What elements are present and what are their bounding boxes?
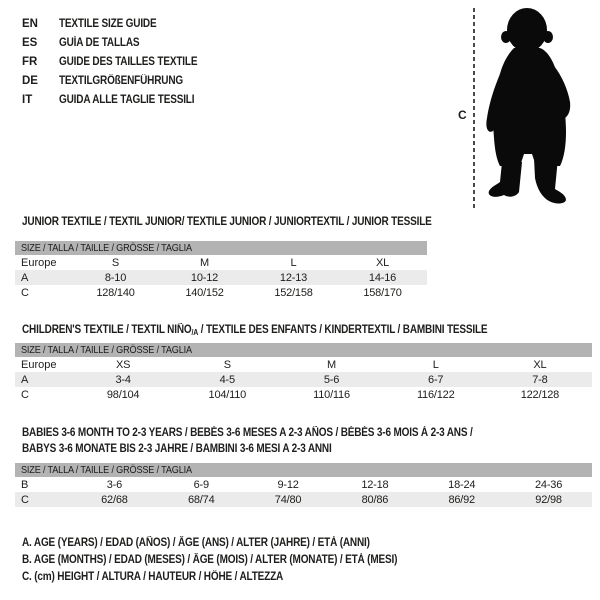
children-size-table xyxy=(15,343,592,402)
size-cell: 74/80 xyxy=(274,493,302,506)
size-cell: 4-5 xyxy=(219,373,235,386)
row-label: Europe xyxy=(21,358,57,371)
lang-row-en xyxy=(22,14,218,33)
lang-code: DE xyxy=(22,74,38,87)
size-cell: 158/170 xyxy=(363,286,402,299)
size-header-bar: SIZE / TALLA / TAILLE / GRÖSSE / TAGLIA xyxy=(15,463,592,477)
table-row-a xyxy=(15,270,427,285)
junior-size-table xyxy=(15,241,427,300)
lang-row-es xyxy=(22,33,218,52)
row-label: C xyxy=(21,286,29,299)
table-row-c xyxy=(15,492,592,507)
lang-title: TEXTILGRÖßENFÜHRUNG xyxy=(59,74,183,87)
size-cell: 12-18 xyxy=(361,478,389,491)
size-cell: 152/158 xyxy=(274,286,313,299)
lang-code: EN xyxy=(22,17,38,30)
babies-size-table xyxy=(15,463,592,507)
size-cell: 110/116 xyxy=(313,388,350,401)
row-label: A xyxy=(21,373,29,386)
size-header-bar: SIZE / TALLA / TAILLE / GRÖSSE / TAGLIA xyxy=(15,343,592,357)
size-cell: 5-6 xyxy=(323,373,340,386)
size-cell: 6-9 xyxy=(193,478,209,491)
height-figure xyxy=(450,4,600,216)
lang-row-it xyxy=(22,90,218,109)
size-cell: M xyxy=(327,358,336,371)
size-cell: 140/152 xyxy=(185,286,224,299)
size-cell: 122/128 xyxy=(520,388,560,401)
lang-row-fr xyxy=(22,52,218,71)
size-cell: 68/74 xyxy=(187,493,215,506)
lang-code: IT xyxy=(22,93,33,106)
size-header-bar: SIZE / TALLA / TAILLE / GRÖSSE / TAGLIA xyxy=(15,241,427,255)
lang-title: GUÍA DE TALLAS xyxy=(59,36,140,49)
row-label: C xyxy=(21,388,29,401)
size-cell: 9-12 xyxy=(277,478,299,491)
size-cell: L xyxy=(432,358,439,371)
size-cell: 104/110 xyxy=(208,388,247,401)
size-cell: 8-10 xyxy=(104,271,127,284)
size-cell: 24-36 xyxy=(534,478,563,491)
size-cell: 10-12 xyxy=(190,271,219,284)
height-measure-line xyxy=(473,8,475,208)
size-cell: 7-8 xyxy=(532,373,548,386)
lang-title: TEXTILE SIZE GUIDE xyxy=(59,17,157,30)
lang-row-de xyxy=(22,71,218,90)
lang-code: ES xyxy=(22,36,38,49)
size-cell: M xyxy=(200,256,209,269)
legend-line-a: A. AGE (YEARS) / EDAD (AÑOS) / ÂGE (ANS) / ALTER (JAHRE) / ETÀ (ANNI) xyxy=(22,537,370,549)
table-row-b xyxy=(15,477,592,492)
table-row-c xyxy=(15,387,592,402)
table-row-a xyxy=(15,372,592,387)
size-cell: 98/104 xyxy=(106,388,140,401)
size-cell: 86/92 xyxy=(448,493,475,506)
baby-silhouette xyxy=(482,6,582,208)
legend xyxy=(22,535,453,586)
size-cell: 3-6 xyxy=(106,478,123,491)
size-cell: S xyxy=(223,358,231,371)
junior-table-title: JUNIOR TEXTILE / TEXTIL JUNIOR/ TEXTILE JUNIOR / JUNIORTEXTIL / JUNIOR TESSILE xyxy=(22,216,432,228)
size-cell: 62/68 xyxy=(101,493,128,506)
size-cell: 92/98 xyxy=(535,493,562,506)
size-cell: 3-4 xyxy=(115,373,131,386)
legend-line-c: C. (cm) HEIGHT / ALTURA / HAUTEUR / HÖHE / ALTEZZA xyxy=(22,571,284,583)
legend-line-b: B. AGE (MONTHS) / EDAD (MESES) / ÂGE (MOIS) / ALTER (MONATE) / ETÀ (MESI) xyxy=(22,554,398,566)
size-cell: S xyxy=(111,256,120,269)
size-cell: XS xyxy=(115,358,131,371)
lang-title: GUIDE DES TAILLES TEXTILE xyxy=(59,55,198,68)
size-cell: 80/86 xyxy=(361,493,389,506)
row-label: A xyxy=(21,271,29,284)
lang-title: GUIDA ALLE TAGLIE TESSILI xyxy=(59,93,195,106)
children-table-title: CHILDREN'S TEXTILE / TEXTIL $NIÑO_{/A}$ / TEXTILE DES ENFANTS / KINDERTEXTIL / BAMBINI TESSILE xyxy=(22,324,488,337)
size-cell: 14-16 xyxy=(368,271,397,284)
babies-table-title: BABIES 3-6 MONTH TO 2-3 YEARS / BEBÉS 3-6 MESES A 2-3 AÑOS / BÉBÉS 3-6 MOIS À 2-3 ANS / BABYS 3-6 MONATE BIS 2-3 JAHRE / BAMBINI 3-6 MESI A 2-3 ANNI xyxy=(22,427,473,455)
size-cell: 128/140 xyxy=(96,286,135,299)
table-row-europe xyxy=(15,357,592,372)
size-cell: 18-24 xyxy=(448,478,476,491)
size-cell: XL xyxy=(375,256,390,269)
size-cell: 6-7 xyxy=(428,373,444,386)
row-label: Europe xyxy=(21,256,57,269)
table-row-europe xyxy=(15,255,427,270)
row-label: B xyxy=(21,478,29,491)
size-cell: L xyxy=(290,256,297,269)
row-label: C xyxy=(21,493,29,506)
height-label: C xyxy=(458,108,467,122)
size-cell: XL xyxy=(533,358,547,371)
size-cell: 116/122 xyxy=(416,388,455,401)
size-cell: 12-13 xyxy=(279,271,308,284)
lang-code: FR xyxy=(22,55,38,68)
language-title-list xyxy=(22,14,218,109)
table-row-c xyxy=(15,285,427,300)
